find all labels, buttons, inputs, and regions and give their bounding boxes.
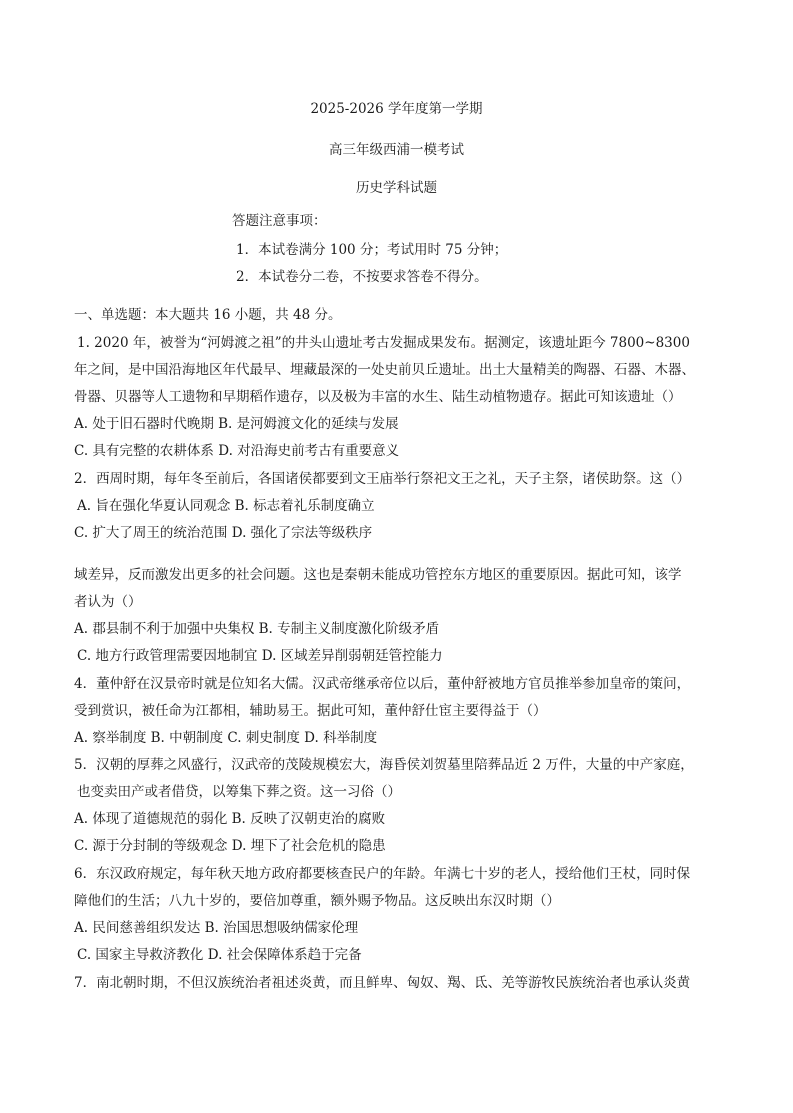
- q2-options-ab: A. 旨在强化华夏认同观念 B. 标志着礼乐制度确立: [77, 498, 375, 514]
- q7-line-1: 7．南北朝时期，不但汉族统治者祖述炎黄，而且鲜卑、匈奴、羯、氐、羌等游牧民族统治者也承认炎黄: [74, 975, 691, 991]
- q1-options-ab: A. 处于旧石器时代晚期 B. 是河姆渡文化的延续与发展: [74, 416, 399, 432]
- q1-line-3: 骨器、贝器等人工遗物和早期稻作遗存，以及极为丰富的水生、陆生动植物遗存。据此可知该遗址（）: [74, 389, 682, 405]
- q5-line-2: 也变卖田产或者借贷，以筹集下葬之资。这一习俗（）: [77, 784, 401, 800]
- subject-title: 历史学科试题: [356, 180, 437, 196]
- q5-line-1: 5．汉朝的厚葬之风盛行，汉武帝的茂陵规模宏大，海昏侯刘贺墓里陪葬品近 2 万件，大量的中产家庭，: [74, 757, 694, 773]
- term-heading: 2025-2026 学年度第一学期: [310, 101, 483, 117]
- q1-line-1: 1. 2020 年，被誉为“河姆渡之祖”的井头山遗址考古发掘成果发布。据测定，该遗址距今 7800~8300: [77, 335, 690, 351]
- q4-options: A. 察举制度 B. 中朝制度 C. 刺史制度 D. 科举制度: [74, 730, 378, 746]
- note-item-2: 2．本试卷分二卷，不按要求答卷不得分。: [236, 269, 488, 285]
- q6-options-ab: A. 民间慈善组织发达 B. 治国思想吸纳儒家伦理: [74, 920, 359, 936]
- q3-line-1: 域差异，反而激发出更多的社会问题。这也是秦朝未能成功管控东方地区的重要原因。据此可知，该学: [74, 567, 682, 583]
- exam-title: 高三年级西浦一模考试: [329, 142, 464, 158]
- q6-line-2: 障他们的生活；八九十岁的，要倍加尊重，额外赐予物品。这反映出东汉时期（）: [74, 893, 560, 909]
- q3-options-cd: C. 地方行政管理需要因地制宜 D. 区域差异削弱朝廷管控能力: [77, 648, 443, 664]
- q6-options-cd: C. 国家主导救济教化 D. 社会保障体系趋于完备: [77, 947, 362, 963]
- q2-stem: 2．西周时期，每年冬至前后，各国诸侯都要到文王庙举行祭祀文王之礼，天子主祭，诸侯助祭。这（）: [74, 471, 691, 487]
- q4-line-2: 受到赏识，被任命为江都相，辅助易王。据此可知，董仲舒仕宦主要得益于（）: [74, 703, 547, 719]
- section-heading: 一、单选题：本大题共 16 小题，共 48 分。: [74, 307, 342, 323]
- q4-line-1: 4．董仲舒在汉景帝时就是位知名大儒。汉武帝继承帝位以后，董仲舒被地方官员推举参加皇帝的策问，: [74, 676, 691, 692]
- note-item-1: 1．本试卷满分 100 分；考试用时 75 分钟；: [236, 242, 508, 258]
- q3-line-2: 者认为（）: [74, 594, 142, 610]
- q5-options-cd: C. 源于分封制的等级观念 D. 埋下了社会危机的隐患: [74, 838, 386, 854]
- q1-options-cd: C. 具有完整的农耕体系 D. 对沿海史前考古有重要意义: [74, 443, 400, 459]
- q1-line-2: 年之间，是中国沿海地区年代最早、埋藏最深的一处史前贝丘遗址。出土大量精美的陶器、石器、木器、: [74, 362, 695, 378]
- notes-title: 答题注意事项：: [232, 213, 327, 229]
- q2-options-cd: C. 扩大了周王的统治范围 D. 强化了宗法等级秩序: [74, 525, 373, 541]
- q5-options-ab: A. 体现了道德规范的弱化 B. 反映了汉朝吏治的腐败: [74, 811, 386, 827]
- q6-line-1: 6．东汉政府规定，每年秋天地方政府都要核查民户的年龄。年满七十岁的老人，授给他们王杖，同时保: [74, 866, 691, 882]
- q3-options-ab: A. 郡县制不利于加强中央集权 B. 专制主义制度激化阶级矛盾: [74, 621, 440, 637]
